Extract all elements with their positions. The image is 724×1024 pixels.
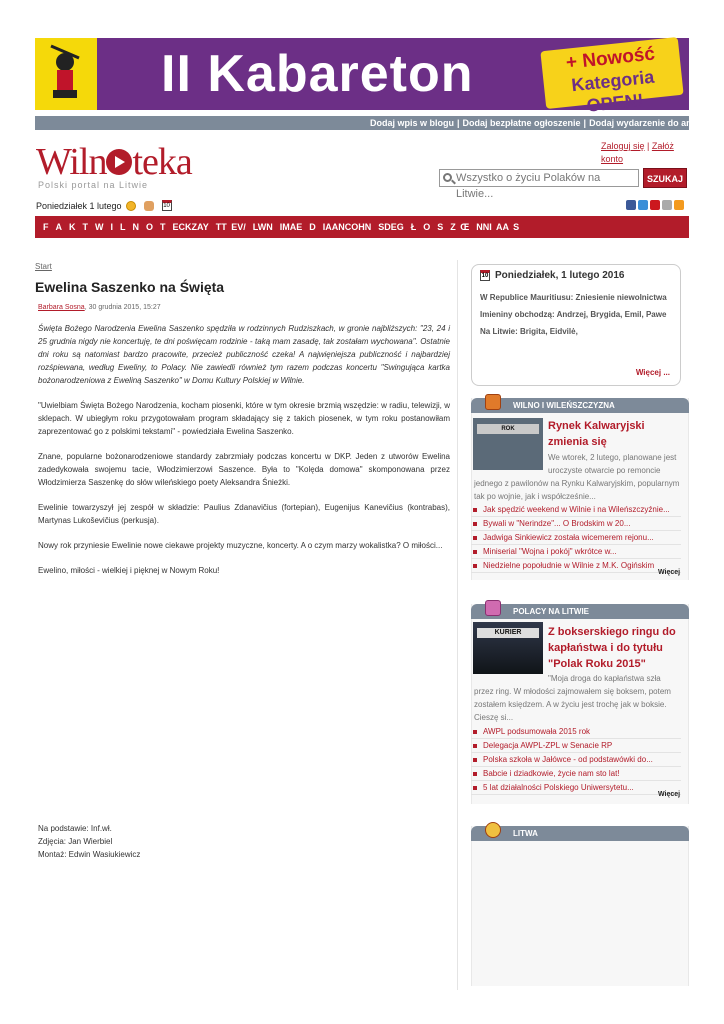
market-photo[interactable] [473, 418, 543, 470]
nav-item[interactable]: S [437, 222, 444, 232]
search-input[interactable] [439, 169, 639, 200]
nav-item[interactable]: TT EV/ [215, 222, 246, 232]
section-wilno-list [471, 503, 681, 573]
article-credits [38, 822, 140, 861]
list-item[interactable]: Jak spędzić weekend w Wilnie i na Wileńszczyźnie... [471, 503, 681, 517]
nav-item[interactable]: F [43, 222, 49, 232]
youtube-icon[interactable] [650, 200, 660, 210]
nav-item[interactable]: W [95, 222, 104, 232]
market-sign: ROK [477, 424, 539, 434]
add-event-link[interactable]: Dodaj wydarzenie do anonsów [589, 118, 721, 128]
nav-item[interactable]: A [55, 222, 62, 232]
search-icon [443, 173, 452, 182]
add-ad-link[interactable]: Dodaj bezpłatne ogłoszenie [462, 118, 581, 128]
add-blog-entry-link[interactable]: Dodaj wpis w blogu [370, 118, 454, 128]
section-polacy-headline[interactable]: Z bokserskiego ringu do kapłaństwa i do tytułu "Polak Roku 2015" [548, 626, 676, 670]
calendar-icon[interactable]: 10 [162, 200, 172, 211]
section-polacy-list [471, 725, 681, 795]
social-icons [626, 200, 684, 210]
nav-item[interactable]: O [146, 222, 154, 232]
nav-item[interactable]: D [309, 222, 316, 232]
current-date: Poniedziałek 1 lutego [36, 200, 122, 211]
section-polacy-teaser-c: zostałem księdzem. A w życiu jest trochę jak w boksie. [474, 700, 667, 709]
nav-item[interactable]: I [110, 222, 114, 232]
banner-badge [540, 37, 683, 116]
article-paragraph: Ewelino, miłości - wielkiej i pięknej w Nowym Roku! [38, 566, 220, 575]
list-item[interactable]: Jadwiga Sinkiewicz została wicemerem rejonu... [471, 531, 681, 545]
nav-item[interactable]: N [132, 222, 140, 232]
list-item[interactable]: Niedzielne popołudnie w Wilnie z M.K. Ogińskim [471, 559, 681, 573]
list-item[interactable]: Babcie i dziadkowie, życie nam sto lat! [471, 767, 681, 781]
logo-text-right: teka [132, 141, 192, 183]
section-litwa-frame [471, 826, 689, 986]
column-divider [457, 260, 458, 990]
rss-icon[interactable] [674, 200, 684, 210]
logo-text-left: Wiln [36, 141, 107, 183]
main-navigation [35, 216, 689, 238]
credit-editing: Montaż: Edwin Wasiukiewicz [38, 850, 141, 859]
calendar-icon: 10 [480, 270, 490, 281]
search-button[interactable]: SZUKAJ [643, 168, 687, 188]
login-area: Zaloguj się | Załóż konto [601, 141, 674, 164]
people-icon [485, 600, 501, 616]
section-wilno-teaser-b: uroczyste otwarcie po remoncie [548, 466, 661, 475]
top-links-bar: Dodaj wpis w blogu | Dodaj bezpłatne ogłoszenie | Dodaj wydarzenie do anonsów [35, 116, 689, 130]
section-wilno-teaser-d: tak po wojnie, jak i współcześnie... [474, 492, 596, 501]
section-wilno-header[interactable] [471, 398, 689, 413]
publish-date: , 30 grudnia 2015, 15:27 [84, 304, 161, 311]
logo-wordmark [36, 142, 196, 182]
section-wilno-more-link[interactable]: Więcej [658, 569, 681, 576]
day-info-lithuania: Na Litwie: Brigita, Eidvilė, [480, 327, 578, 336]
section-wilno-title: WILNO I WILEŃSZCZYZNA [513, 401, 615, 410]
list-item[interactable]: 5 lat działalności Polskiego Uniwersytetu... [471, 781, 681, 795]
day-info-more-link[interactable]: Więcej ... [635, 368, 670, 377]
lightbulb-icon [485, 822, 501, 838]
facebook-icon[interactable] [626, 200, 636, 210]
byline [38, 304, 161, 311]
breadcrumb-start[interactable]: Start [35, 262, 52, 271]
nav-item[interactable]: NNI AA S [476, 222, 520, 232]
nav-item[interactable]: T [82, 222, 88, 232]
site-logo[interactable] [36, 142, 196, 192]
article-paragraph: Ewelinie towarzyszył jej zespół w składzie: Paulius Zdanavičius (fortepian), Eugenijus Kanevičius (kontrabas), Martynas Lukoševičius (perkusja). [38, 503, 450, 525]
section-polacy-header[interactable] [471, 604, 689, 619]
email-icon[interactable] [662, 200, 672, 210]
nav-item[interactable]: LWN [252, 222, 273, 232]
nav-item[interactable]: Ł [410, 222, 417, 232]
banner-mascot-panel [35, 38, 97, 110]
weather-icon[interactable] [126, 201, 136, 211]
banner-badge-line1: + Nowość [565, 43, 656, 74]
section-litwa-header[interactable] [471, 826, 689, 841]
list-item[interactable]: Polska szkoła w Jałówce - od podstawówki do... [471, 753, 681, 767]
author-link[interactable]: Barbara Sosna [38, 304, 85, 311]
section-wilno-teaser-c: jednego z pawilonów na Rynku Kalwaryjskim, popularnym [474, 479, 680, 488]
nameday-icon[interactable] [144, 201, 154, 211]
article-paragraph: Znane, popularne bożonarodzeniowe standardy zabrzmiały podczas koncertu w DKP. Jeden z utworów Ewelina zadedykowała swojemu tacie, Włodzimierzowi Saszence. Była to "Kolęda domowa" skomponowana przez Włodzimierza Saszenkę do słów wileńskiego poety Aleksandra Śnieżki. [38, 452, 450, 487]
list-item[interactable]: Delegacja AWPL-ZPL w Senacie RP [471, 739, 681, 753]
page-title: Ewelina Saszenko na Święta [35, 279, 225, 295]
nav-item[interactable]: L [120, 222, 126, 232]
banner-badge-line2: Kategoria OPEN! [570, 66, 656, 116]
nav-item[interactable]: IMAE [279, 222, 303, 232]
article-paragraph: Nowy rok przyniesie Ewelinie nowe ciekawe projekty muzyczne, koncerty. A o czym marzy wokalistka? O miłości... [38, 541, 443, 550]
play-icon [106, 149, 132, 175]
section-polacy-teaser-d: Cieszę si... [474, 713, 514, 722]
list-item[interactable]: Miniserial "Wojna i pokój" wkrótce w... [471, 545, 681, 559]
article-paragraph: "Uwielbiam Święta Bożego Narodzenia, kocham piosenki, które w tym okresie brzmią wszędzie: w radiu, telewizji, w sklepach. W ubiegłym roku przygotowałam program składający się z takich piosenek, w tym roku postanowiłam zaprezentować go z polskimi tekstami" - powiedziała Ewelina Saszenko. [38, 401, 450, 436]
nav-item[interactable]: Z Œ [450, 222, 470, 232]
list-item[interactable]: AWPL podsumowała 2015 rok [471, 725, 681, 739]
kabareton-banner[interactable] [35, 38, 689, 116]
list-item[interactable]: Bywali w "Nerindze"... O Brodskim w 20... [471, 517, 681, 531]
day-info-date: Poniedziałek, 1 lutego 2016 [495, 270, 625, 281]
day-info-event: W Republice Mauritiusu: Zniesienie niewolnictwa [480, 293, 667, 302]
section-polacy-title: POLACY NA LITWIE [513, 607, 589, 616]
kurier-sign: KURIER [477, 628, 539, 638]
search-placeholder: Wszystko o życiu Polaków na Litwie... [456, 172, 601, 200]
section-litwa-title: LITWA [513, 829, 538, 838]
day-info-namedays: Imieniny obchodzą: Andrzej, Brygida, Emil, Pawe [480, 310, 667, 319]
credit-photos: Zdjęcia: Jan Wierbiel [38, 837, 113, 846]
twitter-icon[interactable] [638, 200, 648, 210]
day-info-title [480, 270, 672, 281]
logo-subtitle: Polski portal na Litwie [38, 180, 149, 190]
date-line [36, 200, 172, 211]
nav-item[interactable]: O [423, 222, 431, 232]
article-body [38, 322, 450, 589]
nav-item[interactable]: K [69, 222, 76, 232]
register-link-2[interactable]: konto [601, 154, 624, 164]
banner-title: II Kabareton [161, 45, 474, 103]
nav-item[interactable]: T [160, 222, 166, 232]
section-polacy-teaser-b: przez ring. W młodości zajmowałem się boksem, potem [474, 687, 671, 696]
jester-figure-icon [47, 46, 83, 102]
nav-item[interactable]: ECKZAY [172, 222, 209, 232]
section-polacy-teaser-a: "Moja droga do kapłaństwa szła [548, 674, 661, 683]
article-lead: Święta Bożego Narodzenia Ewelina Saszenko spędziła w rodzinnych Rudziszkach, w gronie najbliższych: "23, 24 i 25 grudnia nigdy nie koncertuję, te dni poświęcam rodzinie - taką mam zasadę, tak zostałam wychowana". Ostatnie dni roku są natomiast bardzo pracowite, przecież publiczność czeka! A najwięniejsza publiczność i najbardziej rozśpiewana, według Eweliny, to Polacy. Nie zawiedli również tym razem podczas koncertu "Swingująca kartka bożonarodzeniowa z Eweliną Saszenko" w Domu Kultury Polskiej w Wilnie. [38, 324, 450, 385]
register-link[interactable]: Załóż [651, 141, 674, 151]
nav-item[interactable]: IAANCOHN [322, 222, 372, 232]
section-wilno-headline[interactable]: Rynek Kalwaryjski zmienia się [548, 420, 645, 448]
section-wilno-teaser-a: We wtorek, 2 lutego, planowane jest [548, 453, 677, 462]
nav-item[interactable]: SDEG [378, 222, 404, 232]
section-polacy-more-link[interactable]: Więcej [658, 791, 681, 798]
person-icon [485, 394, 501, 410]
day-info-box [471, 264, 681, 386]
credit-source: Na podstawie: Inf.wł. [38, 824, 112, 833]
login-link[interactable]: Zaloguj się [601, 141, 645, 151]
priest-photo[interactable] [473, 622, 543, 674]
